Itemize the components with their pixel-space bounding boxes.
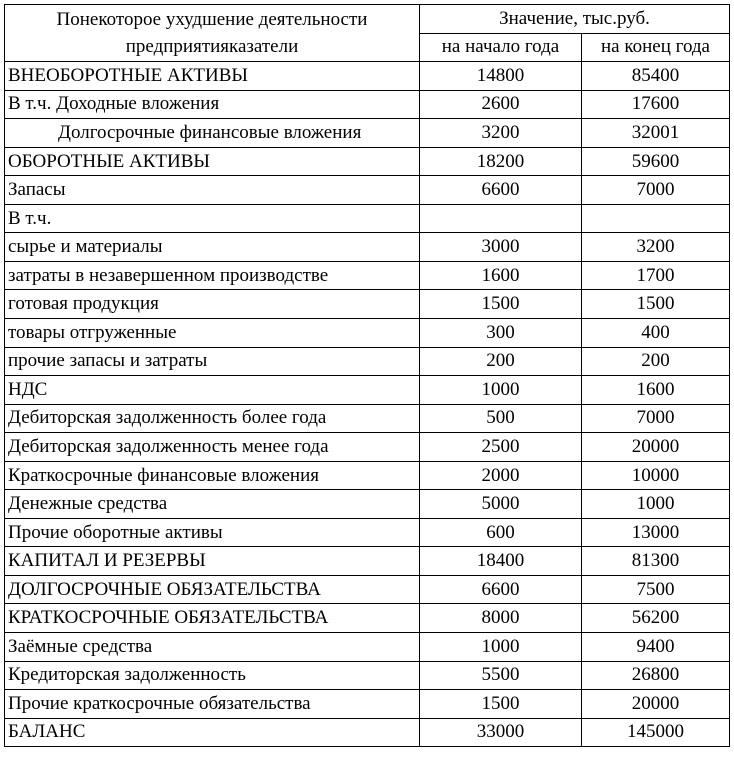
start-of-year-value: 1500	[420, 690, 582, 719]
start-of-year-value: 18200	[420, 147, 582, 176]
table-row	[5, 204, 730, 233]
row-label: сырье и материалы	[5, 233, 420, 262]
start-of-year-value: 1000	[420, 376, 582, 405]
row-label: Кредиторская задолженность	[5, 661, 420, 690]
end-of-year-value: 32001	[582, 119, 730, 148]
start-of-year-value: 18400	[420, 547, 582, 576]
start-of-year-value: 1600	[420, 261, 582, 290]
start-of-year-value: 2500	[420, 433, 582, 462]
table-row	[5, 661, 730, 690]
end-of-year-header: на конец года	[582, 33, 730, 62]
balance-document	[4, 4, 730, 747]
end-of-year-value: 3200	[582, 233, 730, 262]
table-row	[5, 119, 730, 148]
start-of-year-value: 33000	[420, 718, 582, 747]
end-of-year-value: 7000	[582, 176, 730, 205]
row-label: В т.ч. Доходные вложения	[5, 90, 420, 119]
value-column-header: Значение, тыс.руб.	[420, 5, 730, 34]
start-of-year-value	[420, 204, 582, 233]
end-of-year-value: 7500	[582, 575, 730, 604]
end-of-year-value: 26800	[582, 661, 730, 690]
table-row	[5, 147, 730, 176]
table-row	[5, 718, 730, 747]
start-of-year-value: 6600	[420, 575, 582, 604]
start-of-year-header: на начало года	[420, 33, 582, 62]
end-of-year-value: 13000	[582, 518, 730, 547]
row-label: Дебиторская задолженность менее года	[5, 433, 420, 462]
end-of-year-value: 81300	[582, 547, 730, 576]
start-of-year-value: 2000	[420, 461, 582, 490]
table-row	[5, 319, 730, 348]
start-of-year-value: 2600	[420, 90, 582, 119]
row-label: ДОЛГОСРОЧНЫЕ ОБЯЗАТЕЛЬСТВА	[5, 575, 420, 604]
row-label: Заёмные средства	[5, 633, 420, 662]
end-of-year-value: 7000	[582, 404, 730, 433]
end-of-year-value: 1600	[582, 376, 730, 405]
start-of-year-value: 3000	[420, 233, 582, 262]
start-of-year-value: 8000	[420, 604, 582, 633]
row-label: Прочие оборотные активы	[5, 518, 420, 547]
start-of-year-value: 200	[420, 347, 582, 376]
start-of-year-value: 300	[420, 319, 582, 348]
row-label: Долгосрочные финансовые вложения	[5, 119, 420, 148]
end-of-year-value: 10000	[582, 461, 730, 490]
row-label: КАПИТАЛ И РЕЗЕРВЫ	[5, 547, 420, 576]
row-label: Прочие краткосрочные обязательства	[5, 690, 420, 719]
start-of-year-value: 5500	[420, 661, 582, 690]
row-label: ОБОРОТНЫЕ АКТИВЫ	[5, 147, 420, 176]
start-of-year-value: 3200	[420, 119, 582, 148]
table-row	[5, 461, 730, 490]
row-label: товары отгруженные	[5, 319, 420, 348]
table-row	[5, 604, 730, 633]
table-row	[5, 233, 730, 262]
end-of-year-value: 1700	[582, 261, 730, 290]
row-label: НДС	[5, 376, 420, 405]
end-of-year-value: 400	[582, 319, 730, 348]
end-of-year-value: 17600	[582, 90, 730, 119]
start-of-year-value: 5000	[420, 490, 582, 519]
end-of-year-value: 56200	[582, 604, 730, 633]
end-of-year-value: 145000	[582, 718, 730, 747]
end-of-year-value: 1500	[582, 290, 730, 319]
row-label: БАЛАНС	[5, 718, 420, 747]
row-label: готовая продукция	[5, 290, 420, 319]
table-row	[5, 433, 730, 462]
start-of-year-value: 600	[420, 518, 582, 547]
end-of-year-value: 1000	[582, 490, 730, 519]
end-of-year-value: 200	[582, 347, 730, 376]
table-row	[5, 518, 730, 547]
table-row	[5, 376, 730, 405]
row-label: Денежные средства	[5, 490, 420, 519]
row-label: Запасы	[5, 176, 420, 205]
row-label: КРАТКОСРОЧНЫЕ ОБЯЗАТЕЛЬСТВА	[5, 604, 420, 633]
start-of-year-value: 14800	[420, 62, 582, 91]
end-of-year-value: 20000	[582, 433, 730, 462]
end-of-year-value: 20000	[582, 690, 730, 719]
row-label: Краткосрочные финансовые вложения	[5, 461, 420, 490]
header-row	[5, 5, 730, 34]
end-of-year-value: 85400	[582, 62, 730, 91]
table-row	[5, 290, 730, 319]
start-of-year-value: 6600	[420, 176, 582, 205]
row-label: ВНЕОБОРОТНЫЕ АКТИВЫ	[5, 62, 420, 91]
end-of-year-value	[582, 204, 730, 233]
balance-table	[4, 4, 730, 747]
table-row	[5, 261, 730, 290]
table-row	[5, 547, 730, 576]
end-of-year-value: 59600	[582, 147, 730, 176]
table-row	[5, 404, 730, 433]
start-of-year-value: 1000	[420, 633, 582, 662]
row-label: затраты в незавершенном производстве	[5, 261, 420, 290]
table-row	[5, 690, 730, 719]
table-row	[5, 490, 730, 519]
table-row	[5, 90, 730, 119]
start-of-year-value: 1500	[420, 290, 582, 319]
indicator-column-header: Понекоторое ухудшение деятельности предприятияказатели	[5, 5, 420, 62]
table-row	[5, 575, 730, 604]
table-row	[5, 176, 730, 205]
row-label: Дебиторская задолженность более года	[5, 404, 420, 433]
table-row	[5, 633, 730, 662]
start-of-year-value: 500	[420, 404, 582, 433]
table-row	[5, 62, 730, 91]
end-of-year-value: 9400	[582, 633, 730, 662]
table-row	[5, 347, 730, 376]
row-label: В т.ч.	[5, 204, 420, 233]
row-label: прочие запасы и затраты	[5, 347, 420, 376]
